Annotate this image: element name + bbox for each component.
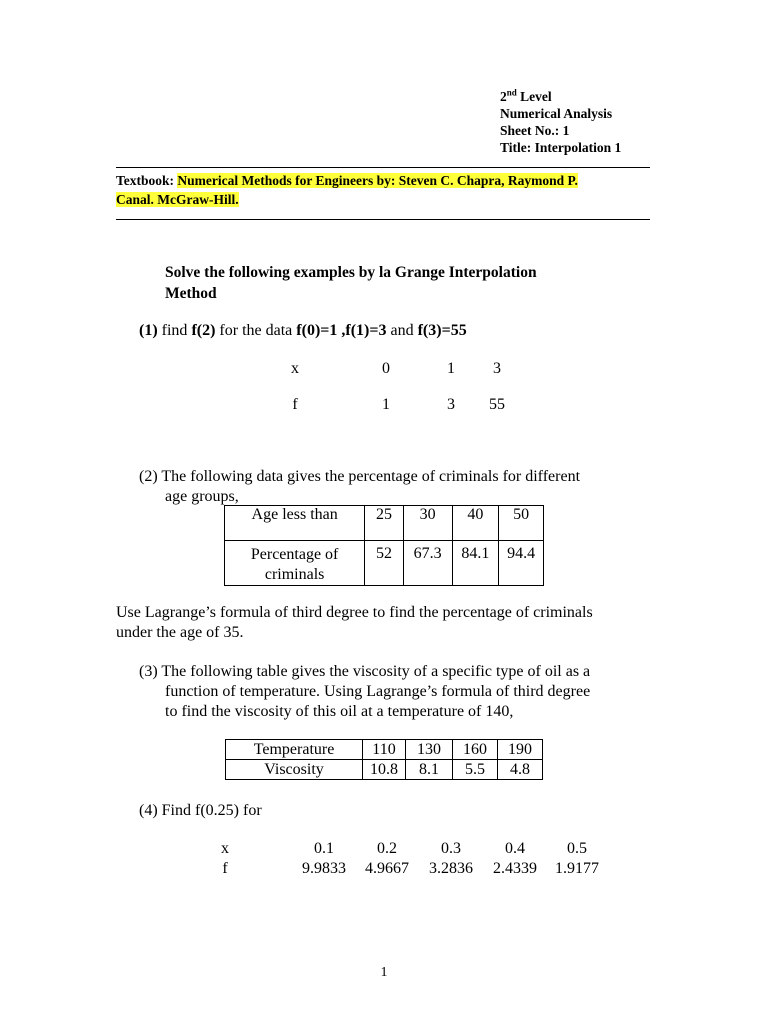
p4-x-value: 0.1	[314, 840, 334, 857]
textbook-title-line2: Canal. McGraw-Hill.	[116, 192, 239, 207]
table-cell: 25	[365, 506, 403, 541]
p4-f-value: 9.9833	[302, 860, 346, 877]
bottom-divider	[116, 219, 650, 220]
p1-f-label: f	[292, 396, 298, 413]
table-cell: 94.4	[499, 541, 544, 586]
p4-f-value: 3.2836	[429, 860, 473, 877]
sheet-title: Title: Interpolation 1	[500, 140, 622, 155]
page-number: 1	[380, 965, 388, 980]
table-header-cell: Viscosity	[226, 760, 363, 780]
p4-f-value: 4.9667	[365, 860, 409, 877]
p1-x-value: 0	[382, 360, 390, 377]
table-cell: 5.5	[453, 760, 498, 780]
p4-x-value: 0.5	[567, 840, 587, 857]
table-cell: 67.3	[403, 541, 452, 586]
textbook-reference	[116, 171, 656, 209]
table-header-cell: Age less than	[225, 506, 365, 541]
p1-f-value: 1	[382, 396, 390, 413]
p1-f-value: 3	[447, 396, 455, 413]
table-row	[226, 760, 543, 780]
instructions: Solve the following examples by la Grange Interpolation Method	[165, 264, 537, 302]
table-row	[225, 506, 544, 541]
sheet-number: Sheet No.: 1	[500, 123, 570, 138]
p4-x-value: 0.2	[377, 840, 397, 857]
top-divider	[116, 167, 650, 168]
table-cell: 190	[498, 740, 543, 760]
table-cell: 10.8	[363, 760, 406, 780]
table-cell: 84.1	[452, 541, 499, 586]
viscosity-table	[225, 739, 543, 780]
textbook-title-line1: Numerical Methods for Engineers by: Steven C. Chapra, Raymond P.	[177, 173, 578, 188]
criminals-table	[224, 505, 544, 586]
p4-f-label: f	[222, 860, 228, 877]
course-name: Numerical Analysis	[500, 106, 613, 121]
p1-x-value: 3	[493, 360, 501, 377]
table-cell: 4.8	[498, 760, 543, 780]
problem-4-statement: (4) Find f(0.25) for	[139, 802, 262, 819]
problem-1-statement: (1) find f(2) for the data f(0)=1 ,f(1)=3 and f(3)=55	[139, 322, 467, 339]
p4-x-value: 0.3	[441, 840, 461, 857]
table-header-cell: Temperature	[226, 740, 363, 760]
p4-x-value: 0.4	[505, 840, 525, 857]
table-cell: 130	[405, 740, 452, 760]
table-cell: 110	[363, 740, 406, 760]
p1-x-label: x	[291, 360, 299, 377]
sheet-header	[500, 88, 621, 156]
problem-3-statement: (3) The following table gives the viscosity of a specific type of oil as a function of temperature. Using Lagrange’s formula of third degree to find the viscosity of this oil at a temperature of 140,	[139, 663, 591, 720]
table-row	[226, 740, 543, 760]
p1-x-value: 1	[447, 360, 455, 377]
p4-f-value: 2.4339	[493, 860, 537, 877]
p4-f-value: 1.9177	[555, 860, 599, 877]
table-cell: 160	[453, 740, 498, 760]
table-cell: 50	[499, 506, 544, 541]
p4-x-label: x	[221, 840, 229, 857]
p1-f-value: 55	[489, 396, 505, 413]
table-row	[225, 541, 544, 586]
level-line: 2nd Level	[500, 87, 552, 104]
problem-2-followup: Use Lagrange’s formula of third degree to find the percentage of criminals under the age of 35.	[116, 604, 593, 641]
table-cell: 40	[452, 506, 499, 541]
textbook-label: Textbook:	[116, 173, 175, 188]
table-cell: 52	[365, 541, 403, 586]
table-cell: 8.1	[405, 760, 452, 780]
problem-2-statement: (2) The following data gives the percentage of criminals for different age groups,	[139, 468, 581, 505]
table-header-cell: Percentage of criminals	[225, 541, 365, 586]
table-cell: 30	[403, 506, 452, 541]
